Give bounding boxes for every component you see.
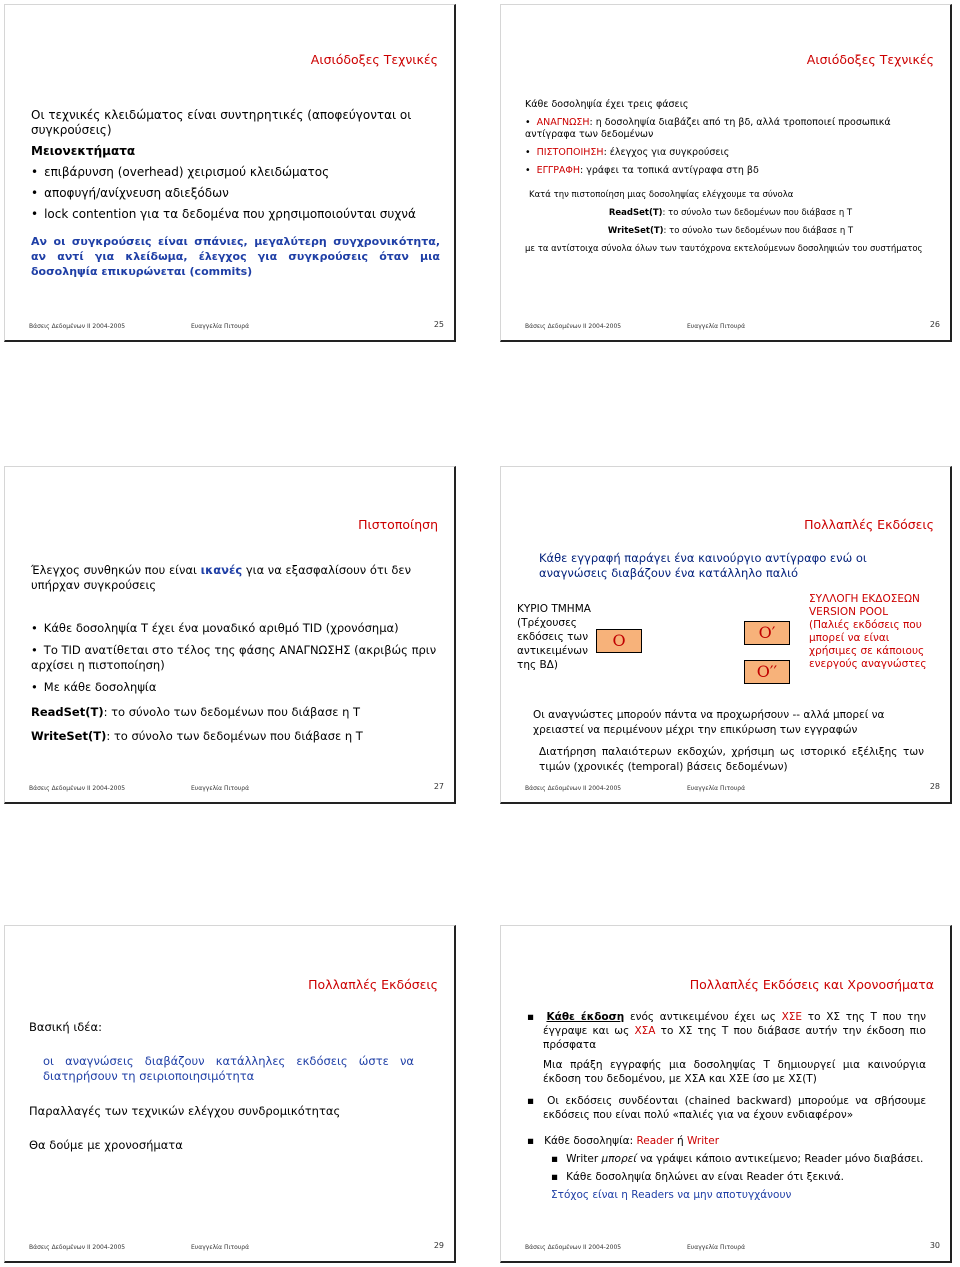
writeset-text: : το σύνολο των δεδομένων που διάβασε η Τ [106,729,363,743]
readset-line [31,705,440,720]
basic-idea-label: Βασική ιδέα: [29,1020,102,1034]
footer-author: Ευαγγελία Πιτουρά [191,323,250,330]
list-item: • Το TID ανατίθεται στο τέλος της φάσης ΑΝΑΓΝΩΣΗΣ (ακριβώς πριν αρχίσει η πιστοποίηση) [31,643,440,673]
history-text: Διατήρηση παλαιότερων εκδοχών, χρήσιμη ως ιστορικό εξέλιξης των τιμών (χρονικές (temporal) βάσεις δεδομένων) [539,746,924,773]
list-item: • Κάθε δοσοληψία Τ έχει ένα μοναδικό αριθμό TID (χρονόσημα) [31,621,440,636]
slide-29 [4,925,456,1263]
list-item: • αποφυγή/ανίχνευση αδιεξόδων [31,186,440,201]
main-label: ΚΥΡΙΟ ΤΜΗΜΑ (Τρέχουσες εκδόσεις των αντικειμένων της ΒΔ) [517,603,591,671]
b1-text-1: ενός αντικειμένου έχει ως [624,1011,782,1023]
timestamps-text: Θα δούμε με χρονοσήματα [29,1138,183,1152]
page-number: 25 [433,320,444,329]
footer-course: Βάσεις Δεδομένων ΙΙ 2004-2005 [525,785,622,792]
sub-list-item [551,1152,926,1166]
validation-text: Κατά την πιστοποίηση μιας δοσοληψίας ελέγχουμε τα σύνολα [529,190,794,200]
writeset-line [525,225,936,237]
slide-27 [4,466,456,804]
footer-course: Βάσεις Δεδομένων ΙΙ 2004-2005 [29,323,126,330]
intro-b: ικανές [200,563,243,577]
basic-idea-text: οι αναγνώσεις διαβάζουν κατάλληλες εκδόσεις ώστε να διατηρήσουν τη σειριοποιησιμότητα [43,1054,414,1083]
readset-text: : το σύνολο των δεδομένων που διάβασε η Τ [662,208,853,218]
pool-label-title: ΣΥΛΛΟΓΗ ΕΚΔΟΣΕΩΝ VERSION POOL [809,593,920,618]
phase-write-label: ΕΓΓΡΑΦΗ [536,165,581,176]
variants-text: Παραλλαγές των τεχνικών ελέγχου συνδρομικότητας [29,1104,341,1118]
writeset-text: : το σύνολο των δεδομένων που διάβασε η Τ [663,226,854,236]
writeset-line [31,729,440,744]
footer-course: Βάσεις Δεδομένων ΙΙ 2004-2005 [29,1244,126,1251]
page-number: 26 [929,320,940,329]
old-version-box-1: O′ [744,621,790,645]
b1-text-3: το ΧΣ της Τ που διάβασε αυτήν την έκδοση πιο πρόσφατα [543,1025,926,1051]
slide-25 [4,4,456,342]
readers-text: Οι αναγνώστες μπορούν πάντα να προχωρήσουν -- αλλά μπορεί να χρειαστεί να περιμένουν μέχρι την επικύρωση των εγγραφών [533,709,885,736]
tail-text: με τα αντίστοιχα σύνολα όλων των ταυτόχρονα εκτελούμενων δοσοληψιών του συστήματος [525,244,923,254]
sub1-text-3: να γράψει κάποιο αντικείμενο; Reader μόνο διαβάσει. [636,1153,924,1165]
intro-a: Έλεγχος συνθηκών που είναι [31,563,201,577]
slide-title: Πιστοποίηση [358,517,438,532]
writeset-label: WriteSet(T) [31,729,107,743]
sub1-text-2: μπορεί [601,1153,637,1165]
sub-list-item: ▪ Κάθε δοσοληψία δηλώνει αν είναι Reader ότι ξεκινά. [551,1170,926,1184]
footer [501,320,950,334]
readset-label: ReadSet(T) [31,705,104,719]
slide-title: Αισιόδοξες Τεχνικές [806,52,934,67]
page-number: 30 [929,1241,940,1250]
slide-26 [500,4,952,342]
slide-title: Πολλαπλές Εκδόσεις και Χρονοσήματα [689,977,934,992]
list-item: • Με κάθε δοσοληψία [31,680,440,695]
version-term: Κάθε έκδοση [546,1011,625,1023]
goal-text: Στόχος είναι η Readers να μην αποτυγχάνουν [551,1189,792,1201]
phase-read-label: ΑΝΑΓΝΩΣΗ [536,117,590,128]
list-item: • lock contention για τα δεδομένα που χρησιμοποιούνται συχνά [31,207,440,222]
list-item: • επιβάρυνση (overhead) χειρισμού κλειδώματος [31,165,440,180]
slide-title: Πολλαπλές Εκδόσεις [308,977,438,992]
list-item: ▪ Οι εκδόσεις συνδέονται (chained backward) μπορούμε να σβήσουμε εκδόσεις που είναι πολύ «παλιές για να έχουν ενδιαφέρον» [527,1094,926,1122]
page-number: 29 [433,1241,444,1250]
phase-validate-label: ΠΙΣΤΟΠΟΙΗΣΗ [536,147,604,158]
phase-validate-text: : έλεγχος για συγκρούσεις [603,147,730,158]
writeset-label: WriteSet(T) [607,226,664,236]
slide-30 [500,925,952,1263]
b1-text-2: το ΧΣ της Τ που την έγγραψε και ως [543,1011,926,1037]
intro-c: για να εξασφαλίσουν ότι δεν υπήρχαν συγκρούσεις [31,563,412,592]
slide-title: Πολλαπλές Εκδόσεις [804,517,934,532]
footer [501,782,950,796]
reader-term: Reader [636,1135,674,1147]
sub1-text-1: Writer [566,1153,602,1165]
page-number: 28 [929,782,940,791]
intro-text: Κάθε δοσοληψία έχει τρεις φάσεις [525,99,689,110]
readset-label: ReadSet(T) [608,208,663,218]
subhead: Μειονεκτήματα [31,144,136,158]
phase-validate [525,147,936,159]
pool-label [809,593,933,671]
footer-course: Βάσεις Δεδομένων ΙΙ 2004-2005 [29,785,126,792]
footer-author: Ευαγγελία Πιτουρά [191,1244,250,1251]
intro-text: Κάθε εγγραφή παράγει ένα καινούργιο αντίγραφο ενώ οι αναγνώσεις διαβάζουν ένα κατάλληλο παλιό [539,551,867,580]
old-version-box-2: O′′ [744,660,790,684]
b3-text-1: Κάθε δοσοληψία: [544,1135,637,1147]
footer-author: Ευαγγελία Πιτουρά [191,785,250,792]
xse-term: ΧΣΕ [781,1011,803,1023]
list-item [527,1134,926,1148]
footer-author: Ευαγγελία Πιτουρά [687,1244,746,1251]
footer-course: Βάσεις Δεδομένων ΙΙ 2004-2005 [525,1244,622,1251]
intro-text [31,563,440,593]
readset-text: : το σύνολο των δεδομένων που διάβασε η Τ [103,705,361,719]
b1-sub-text: Μια πράξη εγγραφής μια δοσοληψίας Τ δημιουργεί μια καινούργια έκδοση του δεδομένου, με ΧΣΑ και ΧΣΕ ίσο με ΧΣ(Τ) [543,1059,926,1085]
slide-28 [500,466,952,804]
writer-term: Writer [686,1135,720,1147]
phase-read [525,117,936,141]
footer [501,1241,950,1255]
intro-text: Οι τεχνικές κλειδώματος είναι συντηρητικές (αποφεύγονται οι συγκρούσεις) [31,108,412,137]
footer [5,1241,454,1255]
footer-author: Ευαγγελία Πιτουρά [687,323,746,330]
note-text: Αν οι συγκρούσεις είναι σπάνιες, μεγαλύτερη συγχρονικότητα, αν αντί για κλείδωμα, έλεγχος για συγκρούσεις όταν μια δοσοληψία επικυρώνεται (commits) [31,235,440,278]
b3-text-2: ή [673,1135,687,1147]
phase-read-text: : η δοσοληψία διαβάζει από τη βδ, αλλά τροποποιεί προσωπικά αντίγραφα των δεδομένων [525,117,891,140]
footer-author: Ευαγγελία Πιτουρά [687,785,746,792]
xsa-term: ΧΣΑ [634,1025,656,1037]
current-version-box: O [596,629,642,653]
footer [5,782,454,796]
phase-write [525,165,936,177]
page-number: 27 [433,782,444,791]
list-item [527,1010,926,1052]
pool-label-desc: (Παλιές εκδόσεις που μπορεί να είναι χρήσιμες σε κάποιους ενεργούς αναγνώστες [809,619,927,670]
phase-write-text: : γράφει τα τοπικά αντίγραφα στη βδ [580,165,759,176]
slide-title: Αισιόδοξες Τεχνικές [310,52,438,67]
footer-course: Βάσεις Δεδομένων ΙΙ 2004-2005 [525,323,622,330]
readset-line [525,207,936,219]
footer [5,320,454,334]
